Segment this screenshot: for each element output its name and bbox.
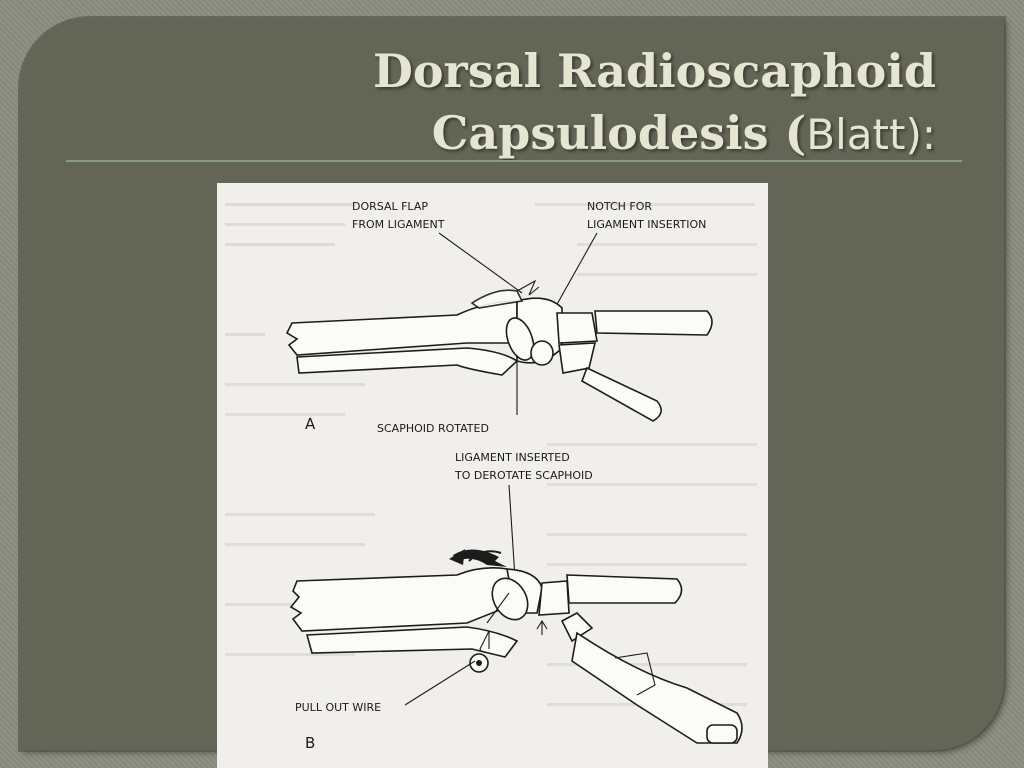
label-ligament-inserted-2: TO DEROTATE SCAPHOID — [455, 469, 593, 482]
leader-ligament-inserted — [509, 485, 515, 578]
label-dorsal-flap-2: FROM LIGAMENT — [352, 218, 445, 231]
label-dorsal-flap-1: DORSAL FLAP — [352, 200, 428, 213]
title-line-2-normal: Blatt): — [806, 110, 936, 159]
label-notch-2: LIGAMENT INSERTION — [587, 218, 707, 231]
label-ligament-inserted-1: LIGAMENT INSERTED — [455, 451, 570, 464]
slide-title — [116, 40, 936, 166]
label-panel-b: B — [305, 734, 316, 752]
leader-pull-out-wire — [405, 661, 475, 705]
title-line-1: Dorsal Radioscaphoid — [372, 44, 936, 98]
label-panel-a: A — [305, 415, 316, 433]
label-pull-out-wire: PULL OUT WIRE — [295, 701, 382, 714]
title-line-2-bold: Capsulodesis ( — [431, 106, 807, 160]
panel-a-bones — [287, 281, 712, 421]
label-notch-1: NOTCH FOR — [587, 200, 653, 213]
label-scaphoid-rotated: SCAPHOID ROTATED — [377, 422, 489, 435]
title-divider — [66, 160, 962, 162]
leader-dorsal-flap — [439, 233, 522, 293]
surgical-illustration — [217, 183, 768, 768]
rotation-arrow-icon — [449, 549, 465, 565]
wrist-diagram — [217, 183, 768, 768]
